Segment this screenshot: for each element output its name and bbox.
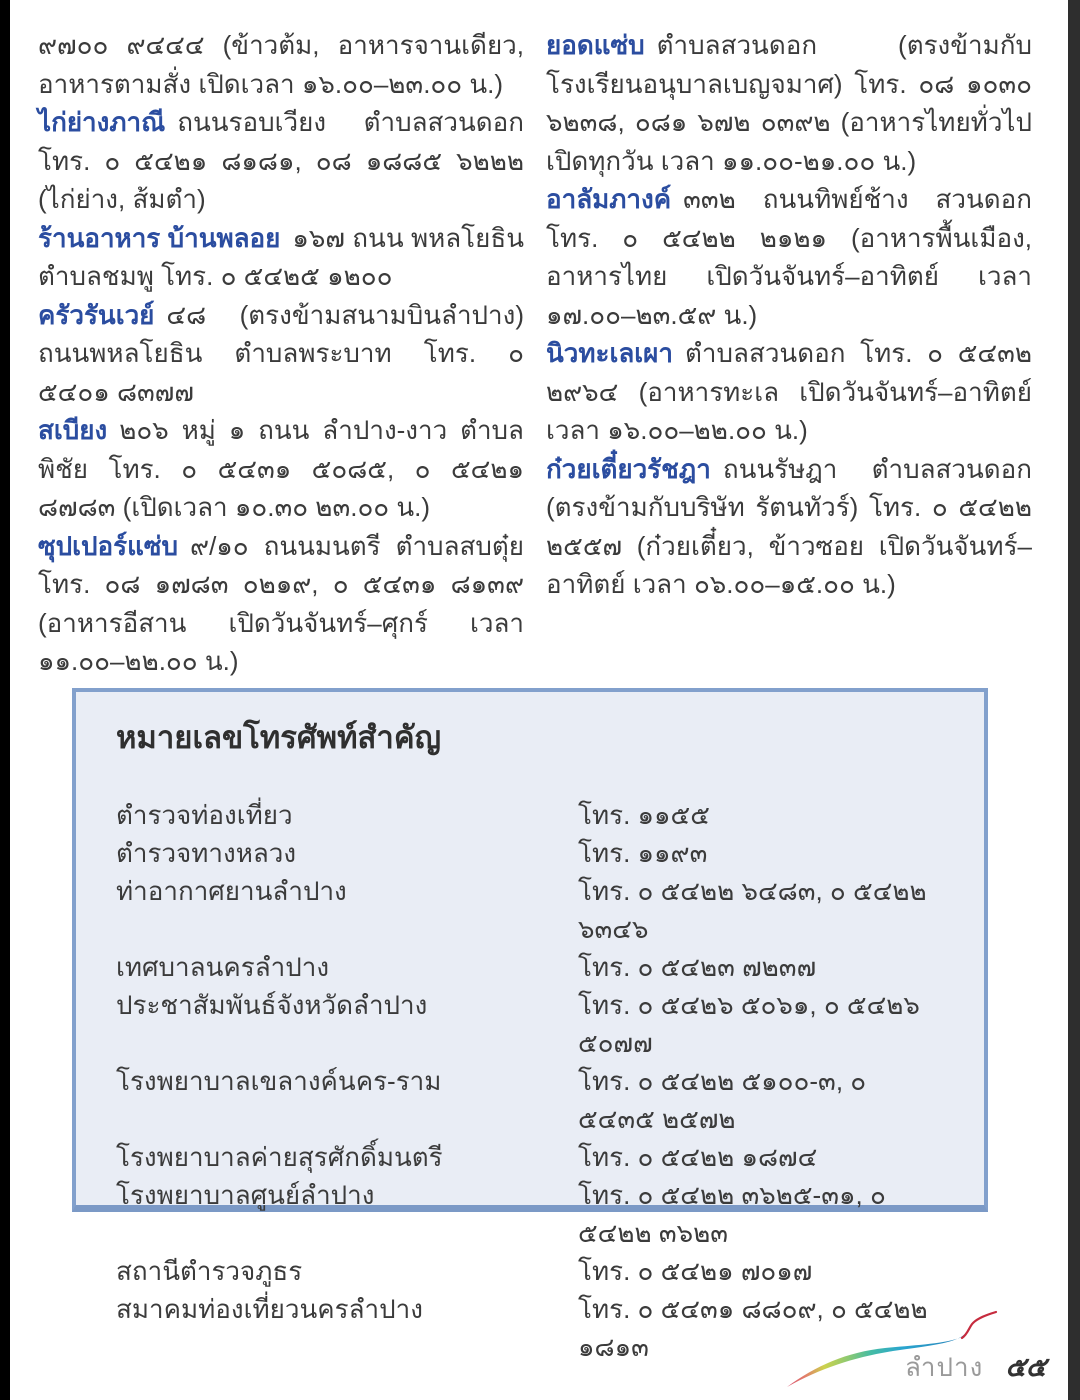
page-edge-left	[0, 0, 10, 1400]
phone-row	[116, 834, 944, 872]
phone-row	[116, 796, 944, 834]
footer-text	[905, 1345, 1046, 1388]
restaurant-details: ๓๓๒ ถนนทิพย์ช้าง สวนดอก โทร. ๐ ๕๔๒๒ ๒๑๒๑ (อาหารพื้นเมือง, อาหารไทย เปิดวันจันทร์–อาทิตย์ เวลา ๑๗.๐๐–๒๓.๕๙ น.)	[546, 184, 1032, 330]
phone-row-number: โทร. ๐ ๕๔๒๒ ๓๖๒๕-๓๑, ๐ ๕๔๒๒ ๓๖๒๓	[578, 1180, 886, 1248]
phone-row	[116, 1138, 944, 1176]
restaurant-name: ครัวรันเวย์	[38, 299, 155, 330]
phone-row-label: ตำรวจท่องเที่ยว	[116, 800, 293, 830]
footer-page-number: ๕๕	[1005, 1352, 1047, 1382]
phone-row	[116, 986, 944, 1062]
restaurant-name: ซุปเปอร์แซ่บ	[38, 530, 179, 561]
restaurant-entry	[38, 411, 524, 527]
phone-row-label: เทศบาลนครลำปาง	[116, 952, 330, 982]
document-page	[10, 0, 1068, 1400]
restaurant-entry	[546, 180, 1032, 334]
restaurant-name: อาลัมภางค์	[546, 184, 672, 214]
restaurant-details: ๔๘ (ตรงข้ามสนามบินลำปาง) ถนนพหลโยธิน ตำบลพระบาท โทร. ๐ ๕๔๐๑ ๘๓๗๗	[38, 299, 524, 407]
phone-row-number: โทร. ๐ ๕๔๒๖ ๕๐๖๑, ๐ ๕๔๒๖ ๕๐๗๗	[578, 990, 920, 1058]
restaurant-entry	[38, 26, 524, 103]
restaurant-column-left	[38, 26, 524, 681]
restaurant-entry	[546, 26, 1032, 180]
phone-row	[116, 1062, 944, 1138]
restaurant-details: ๒๐๖ หมู่ ๑ ถนน ลำปาง-งาว ตำบล พิชัย โทร. ๐ ๕๔๓๑ ๕๐๘๕, ๐ ๕๔๒๑ ๘๗๘๓ (เปิดเวลา ๑๐.๓๐ ๒๓.๐๐ น.)	[38, 415, 524, 522]
phone-row-number: โทร. ๐ ๕๔๒๒ ๕๑๐๐-๓, ๐ ๕๔๓๕ ๒๕๗๒	[578, 1066, 867, 1134]
phone-row	[116, 1176, 944, 1252]
restaurant-entry	[546, 450, 1032, 604]
phone-row	[116, 948, 944, 986]
restaurant-details: ถนนรอบเวียง ตำบลสวนดอก โทร. ๐ ๕๔๒๑ ๘๑๘๑, ๐๘ ๑๘๘๕ ๖๒๒๒ (ไก่ย่าง, ส้มตำ)	[38, 107, 524, 214]
phone-row-label: สมาคมท่องเที่ยวนครลำปาง	[116, 1294, 423, 1324]
footer-province-label: ลำปาง	[905, 1352, 984, 1382]
phone-row	[116, 1252, 944, 1290]
phone-row-number: โทร. ๐ ๕๔๒๑ ๗๐๑๗	[578, 1256, 813, 1286]
phone-row-number: โทร. ๐ ๕๔๒๒ ๑๘๗๔	[578, 1142, 818, 1172]
restaurant-entry	[38, 219, 524, 296]
restaurant-entry	[38, 527, 524, 681]
phone-row-number: โทร. ๐ ๕๔๓๑ ๘๘๐๙, ๐ ๕๔๒๒ ๑๘๑๓	[578, 1294, 928, 1362]
restaurant-name: ยอดแซ่บ	[546, 30, 645, 60]
phone-row-number: โทร. ๑๑๕๕	[578, 800, 710, 830]
restaurant-name: สเบียง	[38, 415, 108, 445]
page-footer	[10, 1305, 1068, 1400]
page-edge-right	[1068, 0, 1080, 1400]
phone-row-label: ตำรวจทางหลวง	[116, 838, 297, 868]
restaurant-name: ไก่ย่างภาณี	[38, 107, 166, 137]
restaurant-name: นิวทะเลเผา	[546, 338, 674, 368]
restaurant-entry	[546, 334, 1032, 450]
restaurant-details: ๑๖๗ ถนน พหลโยธิน ตำบลชมพู โทร. ๐ ๕๔๒๕ ๑๒๐๐	[38, 222, 524, 291]
phone-row-number: โทร. ๐ ๕๔๒๓ ๗๒๓๗	[578, 952, 817, 982]
phone-row-label: โรงพยาบาลค่ายสุรศักดิ์มนตรี	[116, 1142, 443, 1172]
phone-rows	[116, 796, 944, 1366]
important-phone-numbers-box	[72, 688, 988, 1362]
phone-row-number: โทร. ๑๑๙๓	[578, 838, 708, 868]
phone-row-label: สถานีตำรวจภูธร	[116, 1256, 303, 1286]
phone-row-label: ประชาสัมพันธ์จังหวัดลำปาง	[116, 990, 428, 1020]
phone-row	[116, 872, 944, 948]
phone-row-number: โทร. ๐ ๕๔๒๒ ๖๔๘๓, ๐ ๕๔๒๒ ๖๓๔๖	[578, 876, 927, 944]
restaurant-details: ตำบลสวนดอก โทร. ๐ ๕๔๓๒ ๒๙๖๔ (อาหารทะเล เปิดวันจันทร์–อาทิตย์ เวลา ๑๖.๐๐–๒๒.๐๐ น.)	[546, 338, 1032, 445]
restaurant-details: ตำบลสวนดอก (ตรงข้ามกับโรงเรียนอนุบาลเบญจมาศ) โทร. ๐๘ ๑๐๓๐ ๖๒๓๘, ๐๘๑ ๖๗๒ ๐๓๙๒ (อาหารไทยทั่วไป เปิดทุกวัน เวลา ๑๑.๐๐-๒๑.๐๐ น.)	[546, 30, 1032, 176]
restaurant-column-right	[546, 26, 1032, 681]
restaurant-details: ๙/๑๐ ถนนมนตรี ตำบลสบตุ๋ย โทร. ๐๘ ๑๗๘๓ ๐๒๑๙, ๐ ๕๔๓๑ ๘๑๓๙ (อาหารอีสาน เปิดวันจันทร์–ศุกร์ เวลา ๑๑.๐๐–๒๒.๐๐ น.)	[38, 530, 524, 676]
phone-row-label: โรงพยาบาลศูนย์ลำปาง	[116, 1180, 375, 1210]
restaurant-entry	[38, 296, 524, 412]
restaurant-entry	[38, 103, 524, 219]
restaurant-name: ร้านอาหาร บ้านพลอย	[38, 222, 281, 253]
phone-box-title: หมายเลขโทรศัพท์สำคัญ	[116, 720, 441, 755]
phone-row-label: ท่าอากาศยานลำปาง	[116, 876, 347, 906]
restaurant-details: ถนนรัษฎา ตำบลสวนดอก (ตรงข้ามกับบริษัท รัตนทัวร์) โทร. ๐ ๕๔๒๒ ๒๕๕๗ (ก๋วยเตี๋ยว, ข้าวซอย เปิดวันจันทร์–อาทิตย์ เวลา ๐๖.๐๐–๑๕.๐๐ น.)	[546, 453, 1032, 599]
restaurant-listings	[38, 26, 1032, 681]
phone-row-label: โรงพยาบาลเขลางค์นคร-ราม	[116, 1066, 442, 1096]
restaurant-details: ๙๗๐๐ ๙๔๔๔ (ข้าวต้ม, อาหารจานเดียว, อาหารตามสั่ง เปิดเวลา ๑๖.๐๐–๒๓.๐๐ น.)	[38, 30, 524, 99]
restaurant-name: ก๋วยเตี๋ยวรัชฎา	[546, 453, 711, 484]
